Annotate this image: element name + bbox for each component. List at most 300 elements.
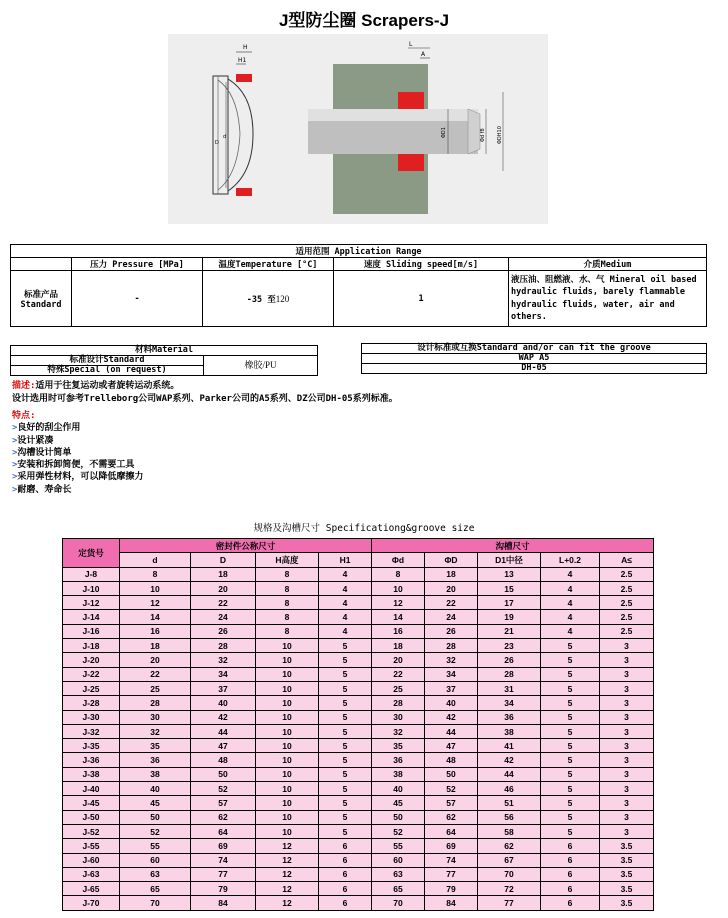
table-row: [63, 581, 654, 595]
medium-header: 介质Medium: [509, 258, 707, 271]
table-cell: 64: [191, 824, 256, 838]
table-cell: J-28: [63, 696, 120, 710]
table-cell: 3: [600, 782, 654, 796]
table-cell: 5: [541, 782, 600, 796]
table-cell: 2.5: [600, 596, 654, 610]
table-cell: 63: [120, 867, 191, 881]
seal-cross-section-drawing: [168, 34, 548, 224]
table-cell: 3.5: [600, 839, 654, 853]
table-cell: 25: [372, 681, 425, 695]
table-row: [63, 653, 654, 667]
feature-item: >耐磨、寿命长: [12, 484, 72, 495]
table-row: [63, 882, 654, 896]
table-cell: 26: [478, 653, 541, 667]
feature-item: >安装和拆卸简便，不需要工具: [12, 460, 135, 471]
table-cell: 51: [478, 796, 541, 810]
table-cell: 5: [541, 710, 600, 724]
table-cell: 10: [256, 810, 319, 824]
table-cell: 42: [425, 710, 478, 724]
col-D1-header: D1中径: [478, 553, 541, 567]
table-cell: 18: [425, 567, 478, 581]
table-row: [63, 710, 654, 724]
table-cell: 5: [319, 639, 372, 653]
table-cell: 32: [120, 724, 191, 738]
table-cell: 10: [256, 767, 319, 781]
table-cell: 5: [541, 696, 600, 710]
table-cell: 62: [425, 810, 478, 824]
table-cell: 6: [541, 867, 600, 881]
dim-H-label: H: [243, 44, 248, 51]
col-H1-header: H1: [319, 553, 372, 567]
table-cell: 5: [319, 667, 372, 681]
table-cell: 67: [478, 853, 541, 867]
table-cell: 32: [372, 724, 425, 738]
table-cell: 40: [191, 696, 256, 710]
table-cell: 3: [600, 681, 654, 695]
table-row: [63, 853, 654, 867]
table-cell: 30: [120, 710, 191, 724]
table-cell: 28: [191, 639, 256, 653]
table-cell: 28: [372, 696, 425, 710]
table-cell: 2.5: [600, 610, 654, 624]
table-cell: 20: [372, 653, 425, 667]
table-cell: 34: [425, 667, 478, 681]
table-cell: 38: [372, 767, 425, 781]
table-cell: 5: [319, 767, 372, 781]
table-cell: J-30: [63, 710, 120, 724]
table-cell: 21: [478, 624, 541, 638]
table-cell: 20: [425, 581, 478, 595]
table-row: [63, 724, 654, 738]
table-row: [63, 767, 654, 781]
table-cell: 57: [191, 796, 256, 810]
table-cell: J-14: [63, 610, 120, 624]
table-cell: 10: [256, 639, 319, 653]
groove-standard-table: [361, 343, 707, 374]
temperature-header: 温度Temperature [°C]: [203, 258, 334, 271]
table-row: [63, 839, 654, 853]
table-cell: 24: [191, 610, 256, 624]
table-cell: 13: [478, 567, 541, 581]
table-cell: 70: [372, 896, 425, 910]
table-cell: 10: [256, 796, 319, 810]
table-cell: 32: [191, 653, 256, 667]
feature-item: >设计紧凑: [12, 435, 54, 446]
table-cell: 20: [120, 653, 191, 667]
table-cell: 6: [541, 839, 600, 853]
table-cell: 5: [541, 724, 600, 738]
table-cell: 5: [541, 653, 600, 667]
table-cell: 16: [372, 624, 425, 638]
table-cell: 64: [425, 824, 478, 838]
table-cell: 41: [478, 739, 541, 753]
table-cell: 44: [425, 724, 478, 738]
table-cell: 8: [256, 624, 319, 638]
table-cell: 62: [478, 839, 541, 853]
table-cell: 10: [256, 667, 319, 681]
table-cell: J-52: [63, 824, 120, 838]
features-label: 特点:: [12, 411, 36, 421]
description-block: [12, 380, 398, 406]
table-cell: 3.5: [600, 882, 654, 896]
spec-caption: 规格及沟槽尺寸 Specificationg&groove size: [253, 523, 475, 534]
table-cell: 10: [256, 739, 319, 753]
table-cell: 3: [600, 753, 654, 767]
table-cell: 55: [120, 839, 191, 853]
table-cell: 50: [120, 810, 191, 824]
table-cell: 28: [425, 639, 478, 653]
table-cell: 47: [191, 739, 256, 753]
table-cell: 47: [425, 739, 478, 753]
table-cell: 50: [372, 810, 425, 824]
table-row: [63, 810, 654, 824]
table-cell: 3: [600, 739, 654, 753]
table-cell: 36: [478, 710, 541, 724]
table-cell: 3.5: [600, 896, 654, 910]
table-cell: 18: [191, 567, 256, 581]
table-cell: 45: [372, 796, 425, 810]
table-cell: 3.5: [600, 853, 654, 867]
table-cell: 6: [319, 882, 372, 896]
table-cell: J-36: [63, 753, 120, 767]
col-groove-D-header: ΦD: [425, 553, 478, 567]
technical-drawing: [168, 34, 548, 224]
table-cell: 5: [541, 667, 600, 681]
table-cell: 77: [478, 896, 541, 910]
table-cell: 37: [425, 681, 478, 695]
table-cell: 10: [372, 581, 425, 595]
table-row: [63, 624, 654, 638]
table-row: [63, 867, 654, 881]
features-block: [12, 410, 143, 496]
table-cell: 16: [120, 624, 191, 638]
table-cell: 5: [541, 753, 600, 767]
col-A-header: A≤: [600, 553, 654, 567]
table-cell: 2.5: [600, 624, 654, 638]
table-cell: 28: [478, 667, 541, 681]
material-title: 材料Material: [11, 346, 318, 356]
spec-table: [62, 538, 654, 911]
table-cell: 70: [478, 867, 541, 881]
table-cell: 3: [600, 724, 654, 738]
description-text-2: 设计选用时可参考Trelleborg公司WAP系列、Parker公司的A5系列、DZ公司DH-05系列标准。: [12, 394, 398, 404]
speed-header: 速度 Sliding speed[m/s]: [334, 258, 509, 271]
table-cell: 5: [541, 739, 600, 753]
table-cell: 5: [541, 639, 600, 653]
spec-table-body: [63, 567, 654, 910]
table-cell: 84: [191, 896, 256, 910]
table-cell: 74: [191, 853, 256, 867]
table-cell: 3: [600, 824, 654, 838]
table-cell: 60: [372, 853, 425, 867]
table-cell: 5: [541, 824, 600, 838]
table-cell: 24: [425, 610, 478, 624]
table-cell: J-50: [63, 810, 120, 824]
table-cell: 45: [120, 796, 191, 810]
table-cell: 4: [319, 624, 372, 638]
table-cell: 3: [600, 796, 654, 810]
material-table: [10, 345, 318, 376]
table-cell: 79: [191, 882, 256, 896]
table-cell: 77: [425, 867, 478, 881]
table-cell: 5: [319, 753, 372, 767]
table-cell: 5: [319, 824, 372, 838]
table-cell: 12: [256, 896, 319, 910]
col-groove-d-header: Φd: [372, 553, 425, 567]
table-cell: 65: [120, 882, 191, 896]
table-cell: 8: [256, 596, 319, 610]
table-cell: 52: [120, 824, 191, 838]
table-cell: 6: [319, 896, 372, 910]
table-cell: 4: [541, 567, 600, 581]
table-cell: 37: [191, 681, 256, 695]
table-row: [63, 796, 654, 810]
table-cell: 56: [478, 810, 541, 824]
table-cell: 22: [425, 596, 478, 610]
table-cell: 4: [319, 610, 372, 624]
table-cell: 10: [256, 653, 319, 667]
table-cell: 6: [319, 853, 372, 867]
table-cell: 10: [256, 681, 319, 695]
table-cell: 48: [425, 753, 478, 767]
table-cell: J-25: [63, 681, 120, 695]
table-cell: 58: [478, 824, 541, 838]
table-cell: 3.5: [600, 867, 654, 881]
material-special-label: 特殊Special (on request): [11, 366, 204, 376]
feature-item: >沟槽设计简单: [12, 447, 72, 458]
table-cell: 14: [120, 610, 191, 624]
table-cell: 50: [191, 767, 256, 781]
table-cell: 8: [256, 610, 319, 624]
table-cell: 40: [372, 782, 425, 796]
table-cell: 70: [120, 896, 191, 910]
table-row: [63, 753, 654, 767]
table-cell: 5: [541, 796, 600, 810]
table-cell: 77: [191, 867, 256, 881]
table-cell: 18: [372, 639, 425, 653]
table-cell: J-12: [63, 596, 120, 610]
table-cell: 3: [600, 767, 654, 781]
table-cell: 20: [191, 581, 256, 595]
dim-d-label: d: [223, 134, 227, 140]
table-cell: 5: [319, 782, 372, 796]
table-cell: 6: [541, 853, 600, 867]
dim-A-label: A: [421, 51, 426, 58]
table-cell: 3: [600, 810, 654, 824]
table-row: [63, 896, 654, 910]
table-cell: 5: [319, 796, 372, 810]
speed-value: 1: [334, 271, 509, 327]
table-cell: 12: [120, 596, 191, 610]
table-cell: 63: [372, 867, 425, 881]
table-cell: 5: [319, 724, 372, 738]
table-cell: 74: [425, 853, 478, 867]
application-range-table: [10, 244, 707, 327]
table-cell: J-22: [63, 667, 120, 681]
table-row: [63, 639, 654, 653]
table-row: [63, 610, 654, 624]
table-cell: 32: [425, 653, 478, 667]
part-number-header: 定货号: [63, 539, 120, 568]
col-L-header: L+0.2: [541, 553, 600, 567]
table-cell: 4: [541, 624, 600, 638]
table-cell: J-35: [63, 739, 120, 753]
table-cell: J-32: [63, 724, 120, 738]
feature-item: >采用弹性材料，可以降低摩擦力: [12, 472, 144, 483]
table-cell: J-55: [63, 839, 120, 853]
table-row: [63, 782, 654, 796]
table-cell: 6: [541, 882, 600, 896]
table-cell: 30: [372, 710, 425, 724]
material-standard-value: 橡胶/PU: [204, 356, 318, 376]
table-cell: 84: [425, 896, 478, 910]
table-cell: 10: [256, 710, 319, 724]
table-cell: 12: [256, 867, 319, 881]
table-cell: 14: [372, 610, 425, 624]
table-cell: 6: [319, 867, 372, 881]
table-cell: 44: [191, 724, 256, 738]
page-title: J型防尘圈 Scrapers-J: [278, 11, 450, 30]
table-cell: 22: [372, 667, 425, 681]
table-row: [63, 667, 654, 681]
table-cell: 10: [256, 782, 319, 796]
table-cell: J-16: [63, 624, 120, 638]
table-cell: 10: [256, 696, 319, 710]
table-cell: 26: [425, 624, 478, 638]
table-cell: 3: [600, 710, 654, 724]
table-cell: 36: [372, 753, 425, 767]
table-cell: 5: [541, 810, 600, 824]
table-cell: 4: [541, 610, 600, 624]
table-cell: 17: [478, 596, 541, 610]
table-cell: 57: [425, 796, 478, 810]
table-cell: 5: [319, 810, 372, 824]
table-cell: 40: [425, 696, 478, 710]
table-cell: 48: [191, 753, 256, 767]
pressure-header: 压力 Pressure [MPa]: [72, 258, 203, 271]
table-cell: 2.5: [600, 581, 654, 595]
table-row: [63, 596, 654, 610]
seal-size-header: 密封件公称尺寸: [120, 539, 372, 553]
table-cell: 4: [319, 567, 372, 581]
table-row: [63, 567, 654, 581]
table-cell: 10: [256, 724, 319, 738]
table-cell: 38: [478, 724, 541, 738]
table-cell: 44: [478, 767, 541, 781]
material-standard-label: 标准设计Standard: [11, 356, 204, 366]
description-text-1: 适用于往复运动或者旋转运动系统。: [35, 381, 180, 391]
application-range-title: 适用范围 Application Range: [11, 245, 707, 258]
table-cell: 19: [478, 610, 541, 624]
table-cell: 35: [120, 739, 191, 753]
col-H-header: H高度: [256, 553, 319, 567]
table-row: [63, 824, 654, 838]
table-cell: 8: [120, 567, 191, 581]
description-label: 描述:: [12, 381, 36, 391]
groove-standard-line1: WAP A5: [362, 354, 707, 364]
table-cell: 8: [372, 567, 425, 581]
temperature-value: -35 至120: [203, 271, 334, 327]
dim-DH10-label: ΦDH10: [497, 126, 503, 144]
table-cell: 38: [120, 767, 191, 781]
col-D-header: D: [191, 553, 256, 567]
table-cell: 4: [541, 581, 600, 595]
table-cell: 52: [191, 782, 256, 796]
table-cell: 3: [600, 667, 654, 681]
table-cell: 12: [256, 882, 319, 896]
table-cell: J-40: [63, 782, 120, 796]
table-cell: 18: [120, 639, 191, 653]
table-cell: 42: [191, 710, 256, 724]
table-cell: 40: [120, 782, 191, 796]
table-cell: J-20: [63, 653, 120, 667]
col-d-header: d: [120, 553, 191, 567]
table-cell: J-38: [63, 767, 120, 781]
groove-standard-title: 设计标准或互换Standard and/or can fit the groove: [362, 344, 707, 354]
table-cell: 36: [120, 753, 191, 767]
table-cell: 69: [425, 839, 478, 853]
table-cell: J-18: [63, 639, 120, 653]
table-cell: J-10: [63, 581, 120, 595]
table-cell: 35: [372, 739, 425, 753]
table-cell: J-60: [63, 853, 120, 867]
medium-value: 液压油、阻燃液、水、气 Mineral oil based hydraulic fluids, barely flammable hydraulic fluids, water, air and others.: [509, 271, 707, 327]
table-cell: 46: [478, 782, 541, 796]
table-cell: 22: [191, 596, 256, 610]
table-cell: 72: [478, 882, 541, 896]
table-cell: 26: [191, 624, 256, 638]
table-cell: 34: [191, 667, 256, 681]
table-cell: 12: [372, 596, 425, 610]
standard-label: 标准产品 Standard: [11, 271, 72, 327]
table-cell: 69: [191, 839, 256, 853]
table-cell: 5: [541, 681, 600, 695]
table-cell: 6: [319, 839, 372, 853]
table-cell: 5: [319, 681, 372, 695]
table-cell: 4: [319, 596, 372, 610]
table-cell: 5: [541, 767, 600, 781]
table-cell: 31: [478, 681, 541, 695]
table-cell: 12: [256, 853, 319, 867]
table-cell: 6: [541, 896, 600, 910]
table-cell: 5: [319, 696, 372, 710]
pressure-value: -: [72, 271, 203, 327]
table-cell: 8: [256, 567, 319, 581]
dim-d-f8-label: Φd f8: [480, 128, 486, 142]
table-cell: 79: [425, 882, 478, 896]
installed-section: [308, 41, 503, 214]
table-cell: 55: [372, 839, 425, 853]
table-cell: 22: [120, 667, 191, 681]
table-row: [63, 739, 654, 753]
table-cell: 10: [256, 753, 319, 767]
dim-H1-label: H1: [238, 57, 247, 64]
table-cell: 3: [600, 696, 654, 710]
table-cell: 5: [319, 739, 372, 753]
table-cell: 5: [319, 653, 372, 667]
table-cell: 23: [478, 639, 541, 653]
seal-profile: [213, 44, 253, 196]
table-cell: 15: [478, 581, 541, 595]
dim-D-label: D: [215, 140, 219, 146]
table-cell: 25: [120, 681, 191, 695]
table-cell: 4: [319, 581, 372, 595]
table-cell: 2.5: [600, 567, 654, 581]
table-cell: 5: [319, 710, 372, 724]
table-cell: 8: [256, 581, 319, 595]
groove-standard-line2: DH-05: [362, 364, 707, 374]
table-cell: 3: [600, 639, 654, 653]
